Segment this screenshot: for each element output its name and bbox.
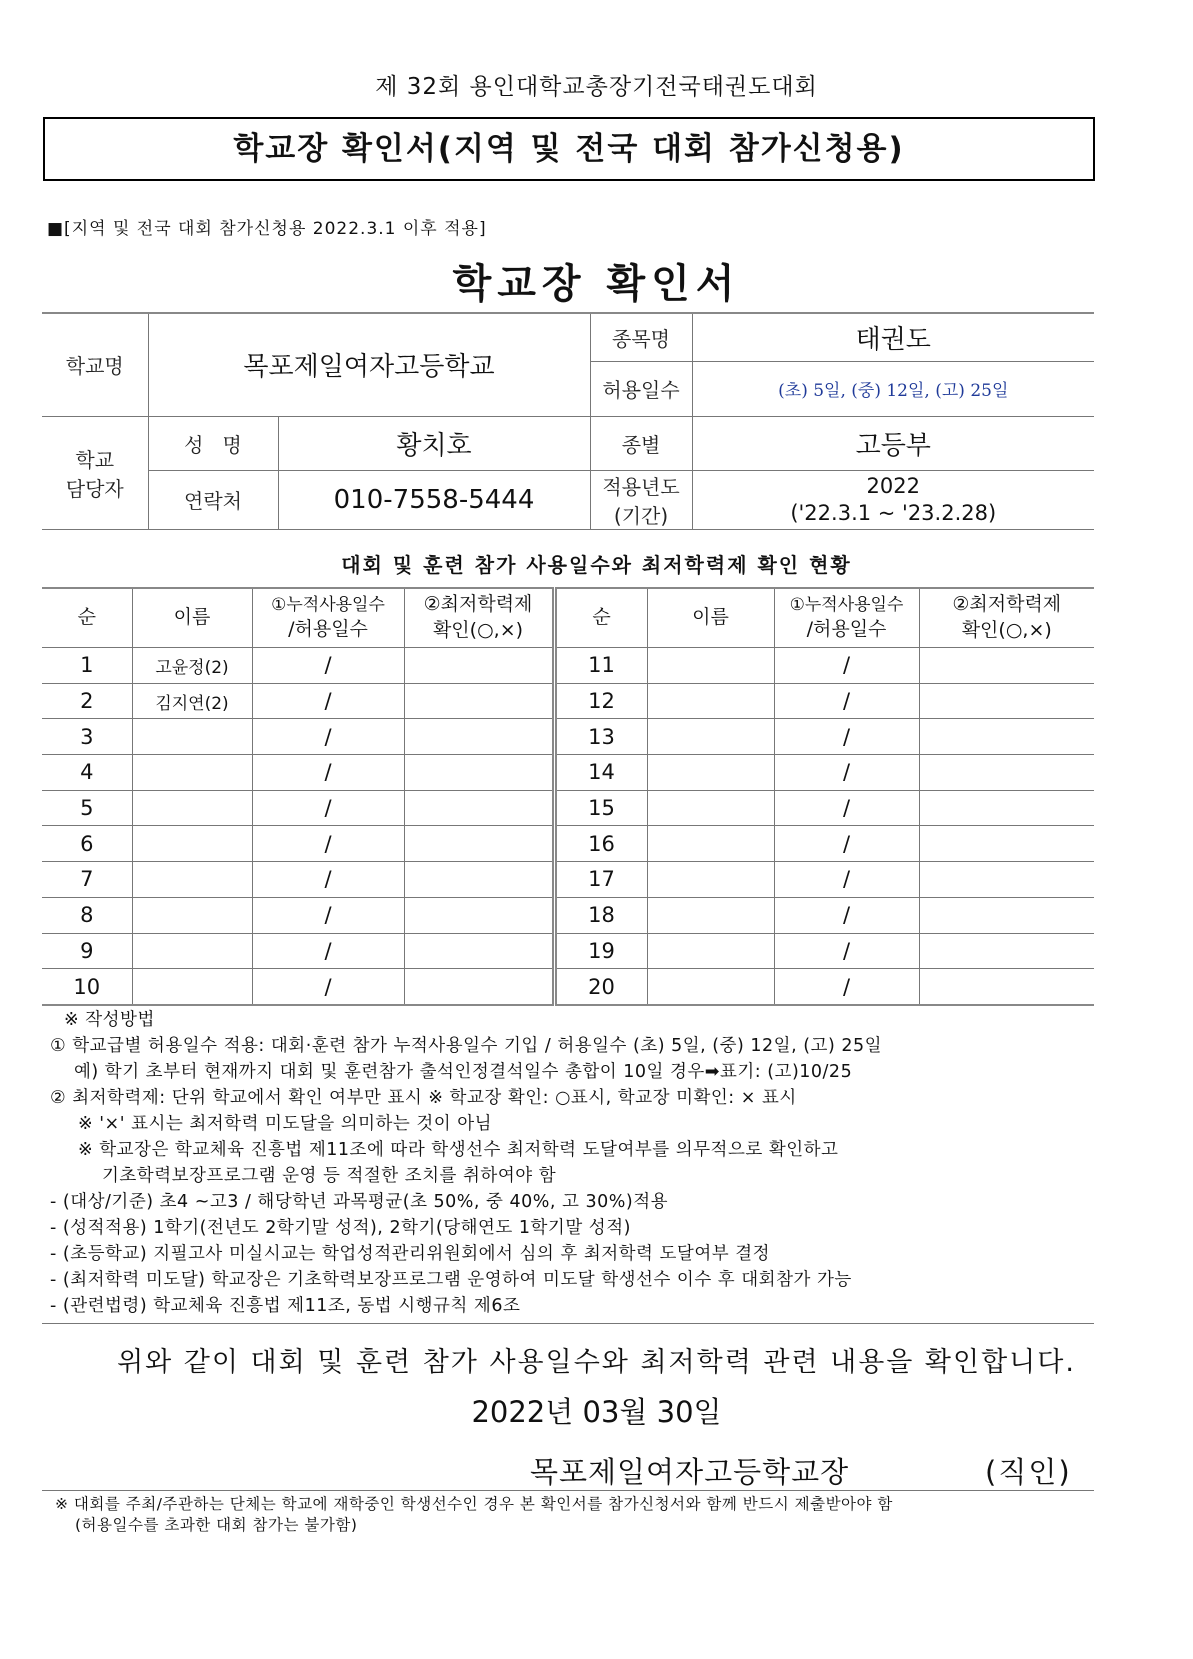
row-no: 19 xyxy=(554,933,647,969)
instruction-4a: ※ 학교장은 학교체육 진흥법 제11조에 따라 학생선수 최저학력 도달여부를 의무적으로 확인하고 xyxy=(78,1140,839,1160)
manager-label-line-1: 학교 xyxy=(75,447,115,472)
col-days-line-1: ①누적사용일수 xyxy=(271,594,385,615)
row-days: / xyxy=(252,897,404,933)
school-name-value: 목포제일여자고등학교 xyxy=(148,313,590,416)
row-check xyxy=(404,897,554,933)
row-name xyxy=(647,862,774,898)
official-seal-label: (직인) xyxy=(985,1455,1072,1489)
apply-year-label xyxy=(590,470,692,529)
table-row xyxy=(42,897,1094,933)
row-no: 16 xyxy=(554,826,647,862)
row-name xyxy=(132,933,252,969)
contact-value: 010-7558-5444 xyxy=(278,470,590,529)
row-days: / xyxy=(252,862,404,898)
col-check-line-1: ②최저학력제 xyxy=(952,593,1062,616)
row-name xyxy=(132,969,252,1005)
row-no: 2 xyxy=(42,683,132,719)
col-check-left xyxy=(404,588,554,648)
table-row xyxy=(42,683,1094,719)
row-days: / xyxy=(774,862,919,898)
row-check xyxy=(919,897,1094,933)
row-name xyxy=(647,897,774,933)
row-no: 4 xyxy=(42,755,132,791)
row-days: / xyxy=(252,719,404,755)
row-check xyxy=(919,826,1094,862)
row-name xyxy=(647,755,774,791)
school-info-table xyxy=(42,312,1094,530)
apply-year: 2022 xyxy=(866,473,920,498)
col-check-right xyxy=(919,588,1094,648)
col-days-line-2: /허용일수 xyxy=(806,617,887,640)
table-row xyxy=(42,826,1094,862)
row-days: / xyxy=(774,826,919,862)
row-days: / xyxy=(774,790,919,826)
table-row xyxy=(42,933,1094,969)
form-title-box: 학교장 확인서(지역 및 전국 대회 참가신청용) xyxy=(43,117,1095,181)
col-no-left: 순 xyxy=(42,588,132,648)
row-days: / xyxy=(252,933,404,969)
instruction-4b: 기초학력보장프로그램 운영 등 적절한 조치를 취하여야 함 xyxy=(102,1166,557,1186)
row-no: 18 xyxy=(554,897,647,933)
footer-note-line-1: ※ 대회를 주최/주관하는 단체는 학교에 재학중인 학생선수인 경우 본 확인서를 참가신청서와 함께 반드시 제출받아야 함 xyxy=(55,1495,893,1513)
divider xyxy=(42,1490,1094,1491)
row-no: 13 xyxy=(554,719,647,755)
apply-period: ('22.3.1 ~ '23.2.28) xyxy=(790,500,997,525)
school-name-label: 학교명 xyxy=(42,313,148,416)
col-no-right: 순 xyxy=(554,588,647,648)
row-days: / xyxy=(252,790,404,826)
detail-1: - (대상/기준) 초4 ~고3 / 해당학년 과목평균(초 50%, 중 40%, 고 30%)적용 xyxy=(50,1192,669,1212)
row-name xyxy=(132,897,252,933)
row-check xyxy=(404,969,554,1005)
row-days: / xyxy=(774,719,919,755)
instruction-2: ② 최저학력제: 단위 학교에서 확인 여부만 표시 ※ 학교장 확인: ○표시, 학교장 미확인: × 표시 xyxy=(50,1088,797,1108)
row-days: / xyxy=(774,969,919,1005)
row-name xyxy=(132,790,252,826)
row-no: 3 xyxy=(42,719,132,755)
row-name xyxy=(647,683,774,719)
col-check-line-2: 확인(○,×) xyxy=(432,619,524,641)
row-check xyxy=(919,755,1094,791)
col-name-left: 이름 xyxy=(132,588,252,648)
row-check xyxy=(919,683,1094,719)
row-days: / xyxy=(774,755,919,791)
row-days: / xyxy=(774,683,919,719)
row-days: / xyxy=(774,933,919,969)
allowed-days-value: (초) 5일, (중) 12일, (고) 25일 xyxy=(692,361,1094,416)
divider xyxy=(42,1323,1094,1324)
event-title: 제 32회 용인대학교총장기전국태권도대회 xyxy=(375,74,818,100)
sport-label: 종목명 xyxy=(590,313,692,361)
manager-name-value: 황치호 xyxy=(278,416,590,470)
row-check xyxy=(919,719,1094,755)
row-no: 15 xyxy=(554,790,647,826)
manager-label-line-2: 담당자 xyxy=(65,476,124,501)
status-section-title: 대회 및 훈련 참가 사용일수와 최저학력제 확인 현황 xyxy=(341,553,852,577)
manager-label xyxy=(42,416,148,529)
apply-year-label-line-1: 적용년도 xyxy=(602,474,680,499)
detail-3: - (초등학교) 지필고사 미실시교는 학업성적관리위원회에서 심의 후 최저학력 도달여부 결정 xyxy=(50,1244,771,1264)
row-name xyxy=(132,755,252,791)
principal-signature: 목포제일여자고등학교장 xyxy=(530,1455,850,1489)
apply-year-label-line-2: (기간) xyxy=(613,503,669,528)
col-days-line-1: ①누적사용일수 xyxy=(789,594,904,615)
table-row xyxy=(42,719,1094,755)
row-days: / xyxy=(252,683,404,719)
table-row xyxy=(42,790,1094,826)
sport-value: 태권도 xyxy=(692,313,1094,361)
confirmation-statement: 위와 같이 대회 및 훈련 참가 사용일수와 최저학력 관련 내용을 확인합니다. xyxy=(117,1347,1076,1378)
col-days-left xyxy=(252,588,404,648)
col-name-right: 이름 xyxy=(647,588,774,648)
row-days: / xyxy=(774,648,919,684)
row-days: / xyxy=(252,969,404,1005)
col-days-line-2: /허용일수 xyxy=(288,617,368,640)
row-no: 1 xyxy=(42,648,132,684)
issue-date: 2022년 03월 30일 xyxy=(471,1395,722,1429)
row-no: 7 xyxy=(42,862,132,898)
row-no: 9 xyxy=(42,933,132,969)
table-row xyxy=(42,862,1094,898)
row-no: 20 xyxy=(554,969,647,1005)
row-no: 14 xyxy=(554,755,647,791)
detail-5: - (관련법령) 학교체육 진흥법 제11조, 동법 시행규칙 제6조 xyxy=(50,1296,521,1316)
category-value: 고등부 xyxy=(692,416,1094,470)
row-check xyxy=(404,755,554,791)
detail-4: - (최저학력 미도달) 학교장은 기초학력보장프로그램 운영하여 미도달 학생선수 이수 후 대회참가 가능 xyxy=(50,1270,852,1290)
row-name xyxy=(647,790,774,826)
row-check xyxy=(404,862,554,898)
row-name xyxy=(647,648,774,684)
row-no: 12 xyxy=(554,683,647,719)
row-check xyxy=(404,790,554,826)
row-name xyxy=(647,719,774,755)
col-check-line-1: ②최저학력제 xyxy=(423,593,533,616)
row-name xyxy=(132,826,252,862)
row-name: 고윤정(2) xyxy=(132,648,252,684)
detail-2: - (성적적용) 1학기(전년도 2학기말 성적), 2학기(당해연도 1학기말 성적) xyxy=(50,1218,631,1238)
row-no: 10 xyxy=(42,969,132,1005)
row-no: 11 xyxy=(554,648,647,684)
row-days: / xyxy=(252,755,404,791)
row-days: / xyxy=(774,897,919,933)
col-check-line-2: 확인(○,×) xyxy=(961,619,1052,641)
row-name: 김지연(2) xyxy=(132,683,252,719)
student-status-table xyxy=(42,587,1094,1006)
row-check xyxy=(919,933,1094,969)
col-days-right xyxy=(774,588,919,648)
document-title: 학교장 확인서 xyxy=(452,261,741,307)
row-name xyxy=(132,862,252,898)
row-no: 6 xyxy=(42,826,132,862)
row-no: 8 xyxy=(42,897,132,933)
category-label: 종별 xyxy=(590,416,692,470)
row-check xyxy=(919,648,1094,684)
row-no: 17 xyxy=(554,862,647,898)
apply-year-value xyxy=(692,470,1094,529)
row-name xyxy=(647,933,774,969)
table-row xyxy=(42,969,1094,1005)
row-check xyxy=(404,683,554,719)
row-check xyxy=(404,933,554,969)
row-days: / xyxy=(252,826,404,862)
row-name xyxy=(132,719,252,755)
instructions-heading: ※ 작성방법 xyxy=(64,1010,155,1030)
row-check xyxy=(919,790,1094,826)
row-check xyxy=(919,862,1094,898)
table-row xyxy=(42,648,1094,684)
row-check xyxy=(404,719,554,755)
allowed-days-label: 허용일수 xyxy=(590,361,692,416)
instruction-1b: 예) 학기 초부터 현재까지 대회 및 훈련참가 출석인정결석일수 총합이 10일 경우➡표기: (고)10/25 xyxy=(74,1062,853,1082)
row-check xyxy=(919,969,1094,1005)
footer-note xyxy=(55,1494,1095,1536)
instruction-1a: ① 학교급별 허용일수 적용: 대회·훈련 참가 누적사용일수 기입 / 허용일수 (초) 5일, (중) 12일, (고) 25일 xyxy=(50,1036,883,1056)
writing-instructions xyxy=(50,1007,1100,1319)
row-check xyxy=(404,648,554,684)
row-days: / xyxy=(252,648,404,684)
row-check xyxy=(404,826,554,862)
footer-note-line-2: (허용일수를 초과한 대회 참가는 불가함) xyxy=(75,1516,358,1534)
row-name xyxy=(647,826,774,862)
contact-label: 연락처 xyxy=(148,470,278,529)
row-name xyxy=(647,969,774,1005)
table-row xyxy=(42,755,1094,791)
application-notice: ■[지역 및 전국 대회 참가신청용 2022.3.1 이후 적용] xyxy=(47,219,487,239)
manager-name-label: 성 명 xyxy=(148,416,278,470)
row-no: 5 xyxy=(42,790,132,826)
instruction-3: ※ '×' 표시는 최저학력 미도달을 의미하는 것이 아님 xyxy=(78,1114,493,1134)
